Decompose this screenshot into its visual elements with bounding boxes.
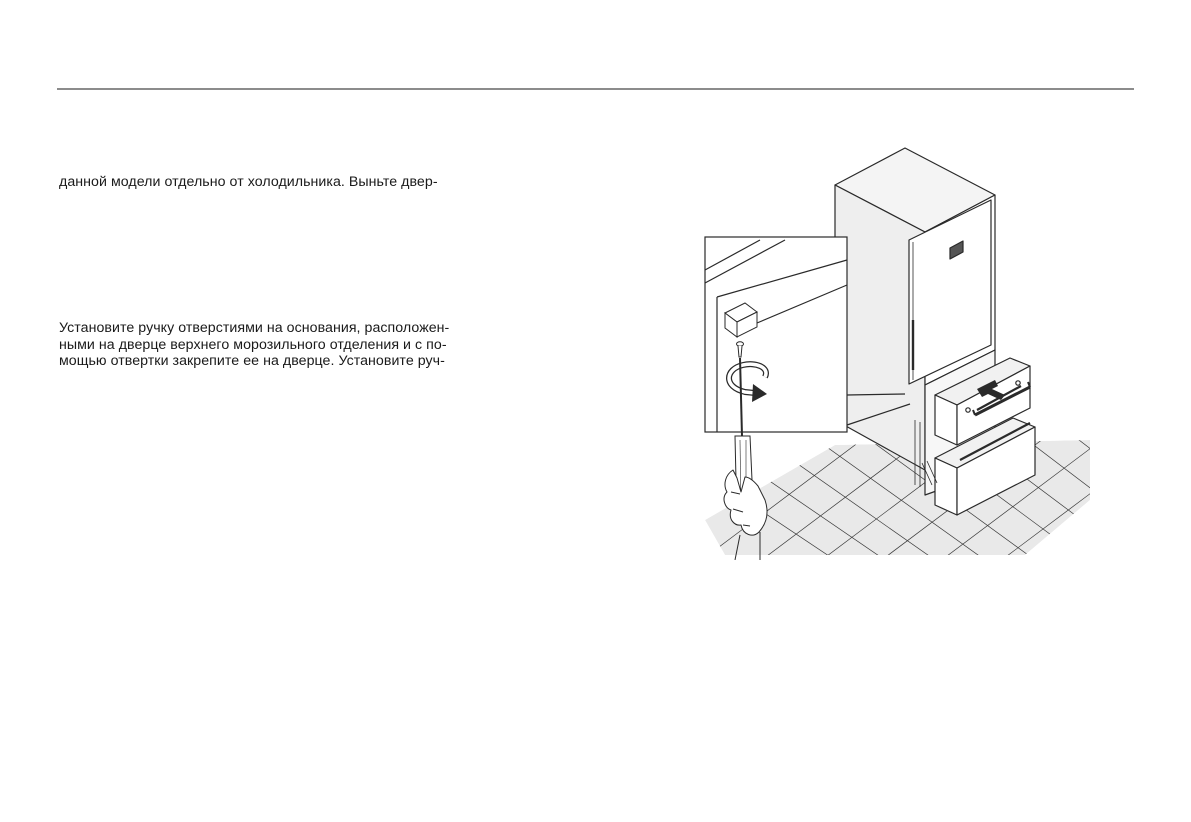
refrigerator-installation-figure	[695, 140, 1095, 560]
instruction-paragraph-1	[59, 174, 579, 191]
text-line: мощью отвертки закрепите ее на дверце. Установите руч-	[59, 353, 445, 369]
instruction-paragraph-2	[59, 320, 579, 370]
text-line: ными на дверце верхнего морозильного отделения и с по-	[59, 336, 447, 353]
installation-illustration	[695, 140, 1095, 560]
text-line: Установите ручку отверстиями на основания, расположен-	[59, 320, 450, 336]
text-line: данной модели отдельно от холодильника. Выньте двер-	[59, 174, 438, 190]
header-divider	[57, 88, 1134, 90]
